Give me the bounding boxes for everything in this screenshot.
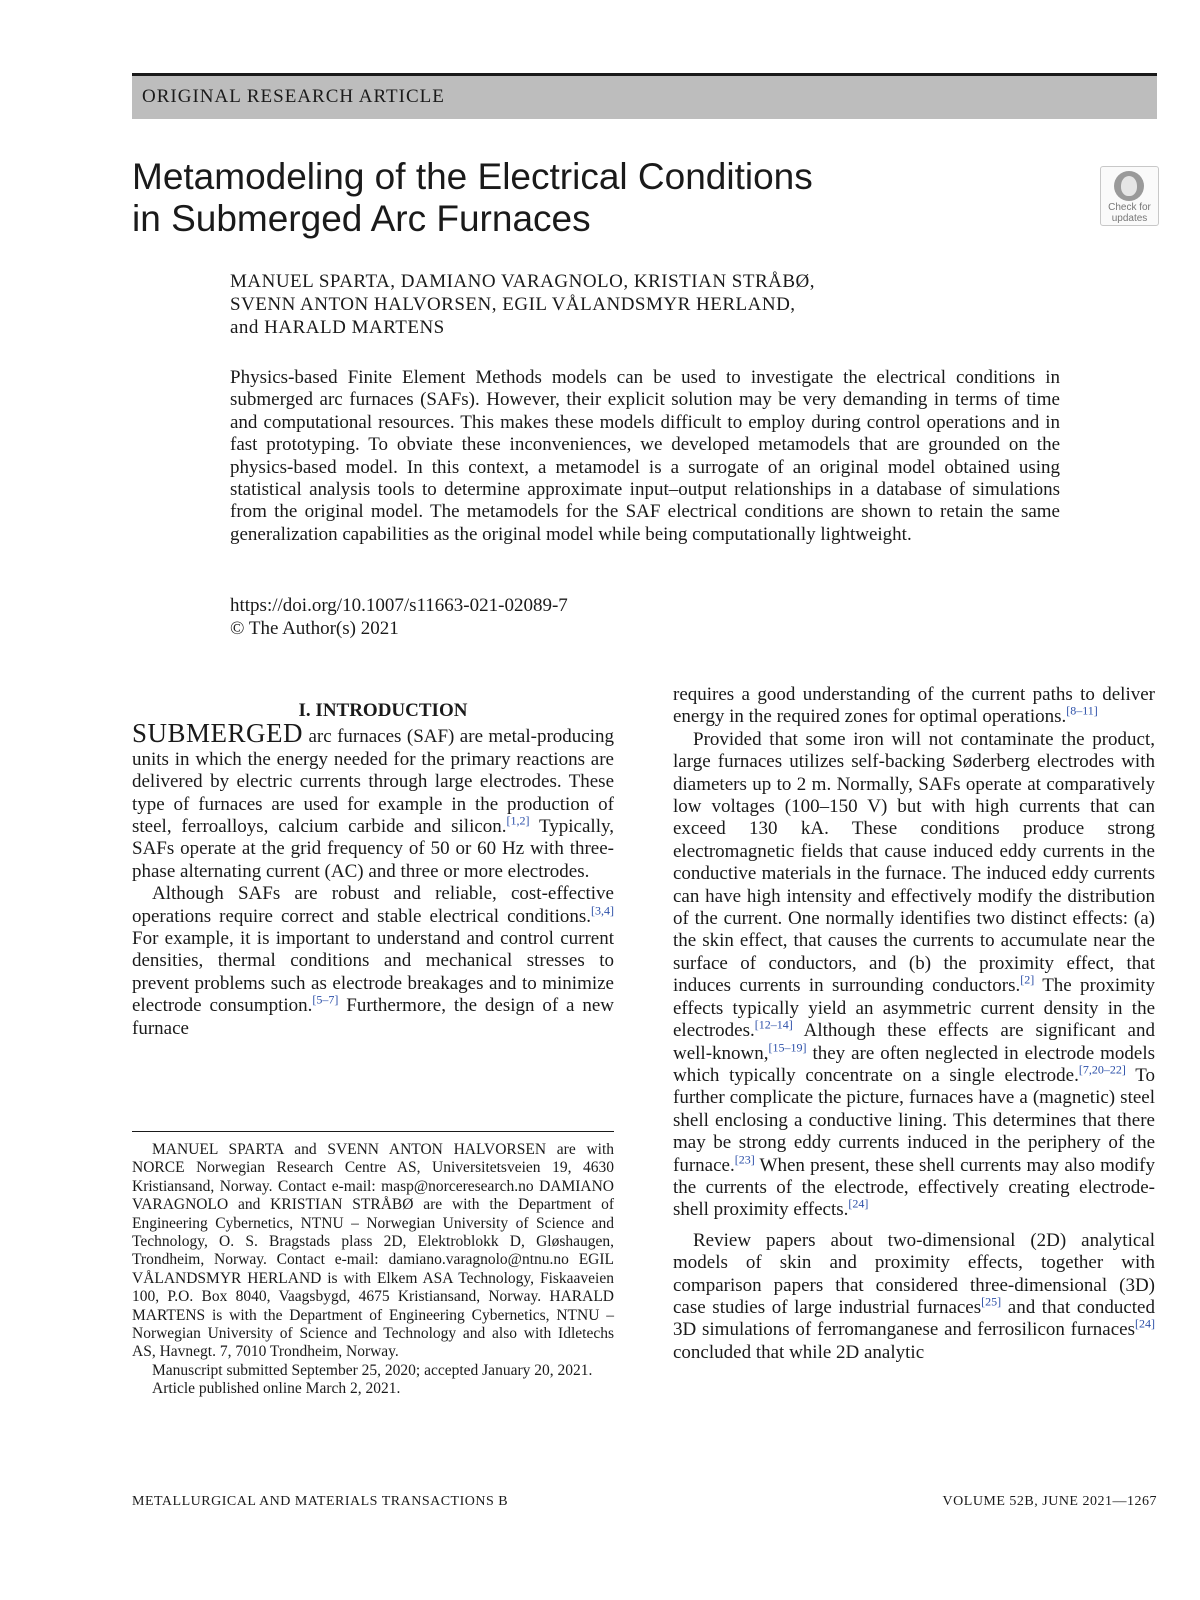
citation-link[interactable]: [15–19] bbox=[768, 1040, 807, 1055]
intro-paragraph-2-continued bbox=[673, 684, 1155, 729]
author-list bbox=[230, 270, 1110, 339]
paragraph-continuation: requires a good understanding of the current paths to deliver energy in the required zones for optimal operations. bbox=[673, 684, 1155, 728]
citation-link[interactable]: [24] bbox=[848, 1197, 869, 1212]
citation-link[interactable]: [23] bbox=[734, 1152, 755, 1167]
right-column bbox=[673, 684, 1155, 1364]
article-type-banner bbox=[132, 73, 1157, 119]
doi-link[interactable]: https://doi.org/10.1007/s11663-021-02089-7 bbox=[230, 595, 568, 616]
title-line-1: Metamodeling of the Electrical Conditions bbox=[132, 156, 813, 197]
authors-line-2: SVENN ANTON HALVORSEN, EGIL VÅLANDSMYR HERLAND, bbox=[230, 294, 796, 315]
citation-link[interactable]: [3,4] bbox=[591, 903, 614, 918]
intro-paragraph-2-tail: Furthermore, the design of a new furnace bbox=[132, 995, 614, 1039]
bookmark-icon bbox=[1114, 171, 1144, 201]
authors-line-3: and HARALD MARTENS bbox=[230, 317, 445, 338]
citation-link[interactable]: [1,2] bbox=[506, 813, 530, 828]
intro-paragraph-1: SUBMERGED arc furnaces (SAF) are metal-producing units in which the energy needed for the primary reactions are delivered by electric currents through large electrodes. These type of furnaces are used for example in the production of steel, ferroalloys, calcium carbide and silicon.[1,2] Typically, SAFs operate at the grid frequency of 50 or 60 Hz with three-phase alternating current (AC) and three or more electrodes. bbox=[132, 718, 614, 882]
publication-date: Article published online March 2, 2021. bbox=[152, 1380, 401, 1398]
drop-cap-word: SUBMERGED bbox=[132, 718, 304, 749]
citation-link[interactable]: [2] bbox=[1020, 972, 1035, 987]
doi-block bbox=[230, 594, 830, 640]
copyright-notice: © The Author(s) 2021 bbox=[230, 618, 399, 639]
article-title bbox=[132, 156, 952, 240]
abstract: Physics-based Finite Element Methods models can be used to investigate the electrical conditions in submerged arc furnaces (SAFs). However, their explicit solution may be very demanding in terms of time and computational resources. This makes these models difficult to employ during control operations and in fast prototyping. To obviate these inconveniences, we developed metamodels that are grounded on the physics-based model. In this context, a metamodel is a surrogate of an original model obtained using statistical analysis tools to determine approximate input–output relationships in a database of simulations from the original model. The metamodels for the SAF electrical conditions are shown to retain the same generalization capabilities as the original model while being computationally lightweight. bbox=[230, 367, 1060, 545]
citation-link[interactable]: [12–14] bbox=[754, 1017, 793, 1032]
journal-name-footer: METALLURGICAL AND MATERIALS TRANSACTIONS B bbox=[132, 1494, 509, 1509]
check-for-updates-text: Check for updates bbox=[1108, 202, 1151, 224]
title-line-2: in Submerged Arc Furnaces bbox=[132, 198, 591, 239]
check-for-updates-badge[interactable] bbox=[1100, 166, 1159, 226]
intro-paragraph-3: Provided that some iron will not contaminate the product, large furnaces utilizes self-backing Søderberg electrodes with diameters up to 2 m. Normally, SAFs operate at comparatively low voltages (100–150 V) but with high currents that can exceed 130 kA. These conditions produce strong electromagnetic fields that cause induced eddy currents in the conductive materials in the furnace. The induced eddy currents can have high intensity and effectively modify the distribution of the current. One normally identifies two distinct effects: (a) the skin effect, that causes the currents to accumulate near the surface of conductors, and (b) the proximity effect, that induces currents in surrounding conductors.[2] The proximity effects typically yield an asymmetric current density in the electrodes.[12–14] Although these effects are significant and well-known,[15–19] they are often neglected in electrode models which typically concentrate on a single electrode.[7,20–22] To further complicate the picture, furnaces have a (magnetic) steel shell enclosing a conductive lining. This determines that there may be strong eddy currents induced in the periphery of the furnace.[23] When present, these shell currents may also modify the currents of the electrode, effectively creating electrode-shell proximity effects.[24] bbox=[673, 728, 1155, 1221]
volume-page-footer: VOLUME 52B, JUNE 2021—1267 bbox=[942, 1494, 1157, 1509]
citation-link[interactable]: [24] bbox=[1135, 1317, 1155, 1332]
authors-line-1: MANUEL SPARTA, DAMIANO VARAGNOLO, KRISTIAN STRÅBØ, bbox=[230, 271, 815, 292]
intro-paragraph-2: Although SAFs are robust and reliable, cost-effective operations require correct and stable electrical conditions.[3,4] For example, it is important to understand and control current densities, thermal conditions and mechanical stresses to prevent problems such as electrode breakages and to minimize electrode consumption.[5–7] Furthermore, the design of a new furnace bbox=[132, 883, 614, 1039]
intro-paragraph-4: Review papers about two-dimensional (2D) analytical models of skin and proximity effects, together with comparison papers that considered three-dimensional (3D) case studies of large industrial furnaces[25] and that conducted 3D simulations of ferromanganese and ferrosilicon furnaces[24] concluded that while 2D analytic bbox=[673, 1229, 1155, 1363]
author-affiliations-footnote bbox=[132, 1141, 614, 1399]
left-column bbox=[132, 700, 614, 1040]
footnote-divider bbox=[132, 1131, 614, 1132]
section-heading-introduction: I. INTRODUCTION bbox=[298, 700, 468, 721]
article-type-label: ORIGINAL RESEARCH ARTICLE bbox=[142, 86, 445, 107]
citation-link[interactable]: [8–11] bbox=[1066, 704, 1098, 719]
submission-dates: Manuscript submitted September 25, 2020; accepted January 20, 2021. bbox=[152, 1361, 593, 1379]
citation-link[interactable]: [5–7] bbox=[312, 992, 339, 1007]
citation-link[interactable]: [7,20–22] bbox=[1078, 1062, 1126, 1077]
affiliations-text: MANUEL SPARTA and SVENN ANTON HALVORSEN are with NORCE Norwegian Research Centre AS, Universitetsveien 19, 4630 Kristiansand, Norway. Contact e-mail: masp@norceresearch.no DAMIANO VARAGNOLO and KRISTIAN STRÅBØ are with the Department of Engineering Cybernetics, NTNU – Norwegian University of Science and Technology, O. S. Bragstads plass 2D, Elektroblokk D, Gløshaugen, Trondheim, Norway. Contact e-mail: damiano.varagnolo@ntnu.no EGIL VÅLANDSMYR HERLAND is with Elkem ASA Technology, Fiskaaveien 100, P.O. Box 8040, Vaagsbygd, 4675 Kristiansand, Norway. HARALD MARTENS is with the Department of Engineering Cybernetics, NTNU – Norwegian University of Science and Technology and also with Idletechs AS, Havnegt. 7, 7010 Trondheim, Norway. bbox=[132, 1141, 614, 1361]
citation-link[interactable]: [25] bbox=[981, 1294, 1002, 1309]
